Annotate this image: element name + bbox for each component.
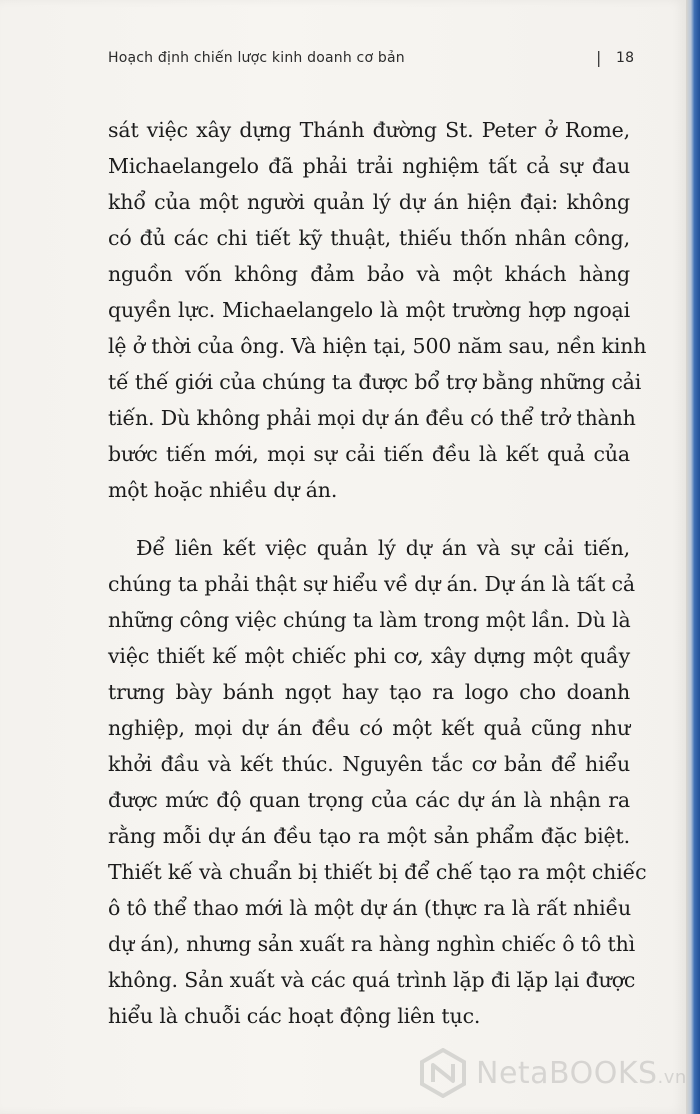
text-line: bước tiến mới, mọi sự cải tiến đều là kết quả của — [108, 442, 630, 466]
book-cover-edge — [686, 0, 700, 1114]
text-line: dự án), nhưng sản xuất ra hàng nghìn chiếc ô tô thì — [108, 932, 636, 956]
text-line: nghiệp, mọi dự án đều có một kết quả cũng như — [108, 716, 630, 740]
watermark-text — [476, 1056, 687, 1091]
text-line: ô tô thể thao mới là một dự án (thực ra là rất nhiều — [108, 896, 632, 920]
text-line: tiến. Dù không phải mọi dự án đều có thể trở thành — [108, 406, 636, 430]
text-line: trưng bày bánh ngọt hay tạo ra logo cho doanh — [108, 680, 630, 704]
text-line: những công việc chúng ta làm trong một lần. Dù là — [108, 608, 631, 632]
text-line: quyền lực. Michaelangelo là một trường hợp ngoại — [108, 298, 630, 322]
text-line: được mức độ quan trọng của các dự án là nhận ra — [108, 788, 630, 812]
paragraph-1 — [108, 112, 647, 508]
paragraph-2 — [108, 530, 647, 1034]
text-line: lệ ở thời của ông. Và hiện tại, 500 năm sau, nền kinh — [108, 334, 647, 358]
watermark — [418, 1048, 688, 1104]
text-line: không. Sản xuất và các quá trình lặp đi lặp lại được — [108, 968, 636, 992]
text-line: Thiết kế và chuẩn bị thiết bị để chế tạo ra một chiếc — [108, 860, 647, 884]
text-line: một hoặc nhiều dự án. — [108, 478, 338, 502]
text-line: tế thế giới của chúng ta được bổ trợ bằng những cải — [108, 370, 642, 394]
text-line: Michaelangelo đã phải trải nghiệm tất cả sự đau — [108, 154, 630, 178]
text-line: khởi đầu và kết thúc. Nguyên tắc cơ bản để hiểu — [108, 752, 630, 776]
text-line: hiểu là chuỗi các hoạt động liên tục. — [108, 1004, 481, 1028]
header-separator: | — [596, 48, 602, 67]
text-line: sát việc xây dựng Thánh đường St. Peter ở Rome, — [108, 118, 630, 142]
text-line: khổ của một người quản lý dự án hiện đại: không — [108, 190, 630, 214]
paragraph-gap — [108, 508, 630, 530]
watermark-brand: NetaBOOKS — [476, 1056, 658, 1091]
neta-logo-icon — [418, 1048, 468, 1098]
text-line: có đủ các chi tiết kỹ thuật, thiếu thốn nhân công, — [108, 226, 630, 250]
running-header — [108, 48, 635, 72]
text-line: chúng ta phải thật sự hiểu về dự án. Dự án là tất cả — [108, 572, 635, 596]
body-text — [108, 112, 647, 1034]
page-number: 18 — [616, 50, 635, 66]
watermark-suffix: .vn — [657, 1067, 687, 1088]
text-line: nguồn vốn không đảm bảo và một khách hàng — [108, 262, 630, 286]
header-title: Hoạch định chiến lược kinh doanh cơ bản — [108, 50, 405, 66]
text-line: rằng mỗi dự án đều tạo ra một sản phẩm đặc biệt. — [108, 824, 630, 848]
text-line: Để liên kết việc quản lý dự án và sự cải tiến, — [136, 536, 630, 560]
text-line: việc thiết kế một chiếc phi cơ, xây dựng một quầy — [108, 644, 630, 668]
